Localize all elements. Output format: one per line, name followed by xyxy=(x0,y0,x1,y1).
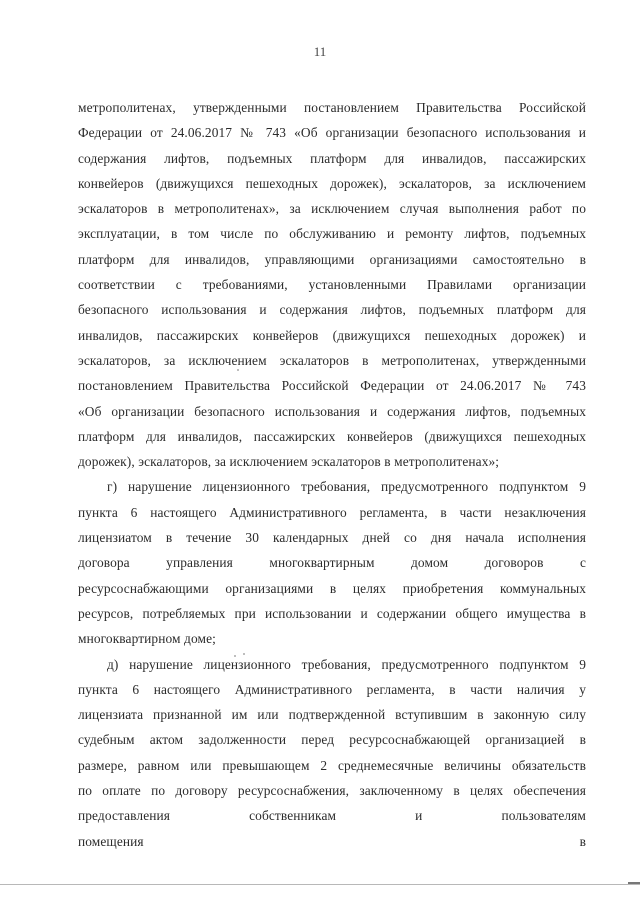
text-line: г) нарушение лицензионного требования, предусмотренного подпунктом 9 xyxy=(107,479,586,495)
text-line: Федерации от 24.06.2017 № 743 «Об организации безопасного использования и xyxy=(78,125,586,141)
text-line: платформ для инвалидов, управляющими организациями самостоятельно в xyxy=(78,251,586,267)
text-line: ресурсов, потребляемых при использовании и содержании общего имущества в xyxy=(78,605,586,621)
text-line: метрополитенах, утвержденными постановлением Правительства Российской xyxy=(78,100,586,115)
document-body xyxy=(78,95,586,849)
text-line: пункта 6 настоящего Административного регламента, в части наличия у xyxy=(78,681,586,697)
scan-speck xyxy=(237,369,239,371)
text-line: конвейеров (движущихся пешеходных дорожек), эскалаторов, за исключением xyxy=(78,175,586,191)
text-line: эскалаторов в метрополитенах», за исключением случая выполнения работ по xyxy=(78,201,586,217)
text-line: ресурсоснабжающими организациями в целях приобретения коммунальных xyxy=(78,580,586,596)
text-line: д) нарушение лицензионного требования, предусмотренного подпунктом 9 xyxy=(107,656,586,672)
paragraph-d xyxy=(78,652,586,849)
text-line: эскалаторов, за исключением эскалаторов в метрополитенах, утвержденными xyxy=(78,352,586,368)
text-line: договора управления многоквартирным домом договоров с xyxy=(78,555,586,571)
page-number: 11 xyxy=(313,44,327,59)
text-line: размере, равном или превышающем 2 среднемесячные величины обязательств xyxy=(78,757,586,773)
text-line: лицензиатом в течение 30 календарных дней со дня начала исполнения xyxy=(78,530,586,546)
text-line: постановлением Правительства Российской Федерации от 24.06.2017 № 743 xyxy=(78,378,586,394)
text-line: лицензиата признанной им или подтвержденной вступившим в законную силу xyxy=(78,707,586,723)
scan-edge-line xyxy=(0,884,640,885)
text-line: дорожек), эскалаторов, за исключением эскалаторов в метрополитенах»; xyxy=(78,454,500,470)
text-line: «Об организации безопасного использования и содержания лифтов, подъемных xyxy=(78,403,586,419)
text-line: судебным актом задолженности перед ресурсоснабжающей организацией в xyxy=(78,732,586,748)
text-line: эксплуатации, в том числе по обслуживанию и ремонту лифтов, подъемных xyxy=(78,226,586,242)
text-line: соответствии с требованиями, установленными Правилами организации xyxy=(78,277,586,293)
text-line: безопасного использования и содержания лифтов, подъемных платформ для xyxy=(78,302,586,318)
text-line: предоставления собственникам и пользователям помещения в xyxy=(78,808,586,849)
text-line: пункта 6 настоящего Административного регламента, в части незаключения xyxy=(78,504,586,520)
scan-speck xyxy=(243,653,245,655)
paragraph-continuation xyxy=(78,95,586,474)
scan-edge-mark xyxy=(628,882,640,884)
text-line: платформ для инвалидов, пассажирских конвейеров (движущихся пешеходных xyxy=(78,428,586,444)
scan-speck xyxy=(234,655,236,657)
text-line: инвалидов, пассажирских конвейеров (движущихся пешеходных дорожек) и xyxy=(78,327,586,343)
text-line: содержания лифтов, подъемных платформ для инвалидов, пассажирских xyxy=(78,150,586,166)
text-line: по оплате по договору ресурсоснабжения, заключенному в целях обеспечения xyxy=(78,783,586,799)
text-line: многоквартирном доме; xyxy=(78,631,216,647)
paragraph-g xyxy=(78,474,586,651)
